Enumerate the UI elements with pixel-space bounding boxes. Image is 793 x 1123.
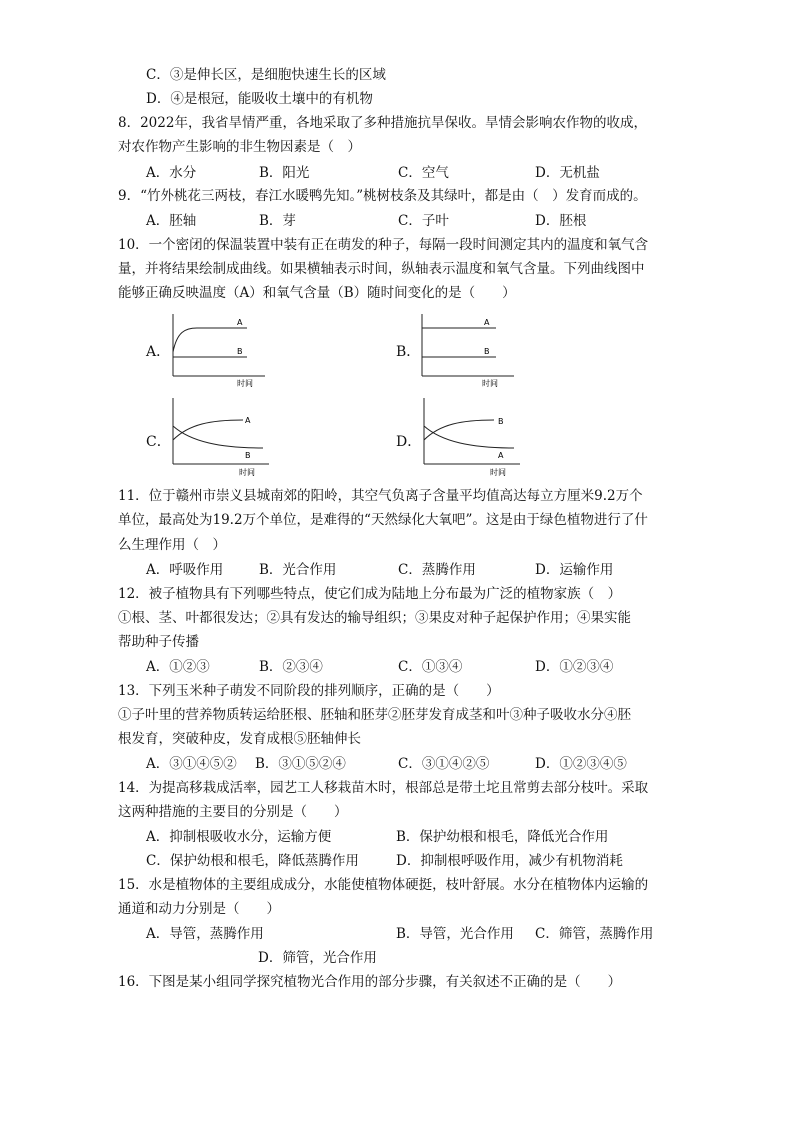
q8-stem-line1: 8．2022年，我省旱情严重，各地采取了多种措施抗旱保收。旱情会影响农作物的收成， [118, 115, 647, 131]
q14-option-b: B．保护幼根和根毛，降低光合作用 [396, 829, 609, 845]
chart-c-series-b: B [245, 451, 251, 460]
q10-chart-d-label: D． [396, 434, 422, 450]
q8-stem-line2: 对农作物产生影响的非生物因素是（ ） [118, 139, 361, 155]
q11-option-b: B．光合作用 [259, 562, 337, 578]
q13-items-line1: ①子叶里的营养物质转运给胚根、胚轴和胚芽②胚芽发育成茎和叶③种子吸收水分④胚 [118, 707, 631, 723]
q10-chart-c [165, 396, 275, 478]
q11-stem-line1: 11．位于赣州市崇义县城南郊的阳岭，其空气负离子含量平均值高达每立方厘米9.2万个 [118, 488, 643, 504]
q11-option-d: D．运输作用 [535, 562, 614, 578]
q7-option-d: D．④是根冠，能吸收土壤中的有机物 [146, 91, 373, 107]
q14-option-d: D．抑制根呼吸作用，减少有机物消耗 [396, 853, 623, 869]
q8-option-d: D．无机盐 [535, 165, 600, 181]
q8-option-b: B．阳光 [259, 165, 310, 181]
q15-option-b: B．导管，光合作用 [396, 926, 514, 942]
q10-stem-line2: 量，并将结果绘制成曲线。如果横轴表示时间，纵轴表示温度和氧气含量。下列曲线图中 [118, 261, 645, 277]
q13-option-a: A．③①④⑤② [146, 756, 237, 772]
q11-stem-line2: 单位，最高处为19.2万个单位，是难得的“天然绿化大氧吧”。这是由于绿色植物进行了什 [118, 512, 648, 528]
q12-items-line2: 帮助种子传播 [118, 634, 199, 650]
chart-d-xlabel: 时间 [490, 468, 506, 477]
q12-items-line1: ①根、茎、叶都很发达；②具有发达的输导组织；③果皮对种子起保护作用；④果实能 [118, 610, 631, 626]
q14-stem-line1: 14．为提高移栽成活率，园艺工人移栽苗木时，根部总是带土坨且常剪去部分枝叶。采取 [118, 780, 649, 796]
q13-stem: 13．下列玉米种子萌发不同阶段的排列顺序，正确的是（ ） [118, 683, 500, 699]
chart-d-series-a: A [498, 451, 504, 460]
q7-option-c: C．③是伸长区，是细胞快速生长的区域 [146, 67, 386, 83]
q11-stem-line3: 么生理作用（ ） [118, 537, 226, 553]
q10-chart-a-label: A． [146, 344, 171, 360]
q8-option-c: C．空气 [398, 165, 449, 181]
q16-stem: 16．下图是某小组同学探究植物光合作用的部分步骤，有关叙述不正确的是（ ） [118, 974, 622, 990]
chart-c-xlabel: 时间 [239, 468, 255, 477]
chart-a-series-b: B [237, 347, 243, 356]
q10-chart-b-label: B． [396, 344, 421, 360]
q15-stem-line2: 通道和动力分别是（ ） [118, 901, 280, 917]
chart-c-series-a: A [245, 416, 251, 425]
q12-option-b: B．②③④ [259, 659, 323, 675]
q9-option-b: B．芽 [259, 213, 296, 229]
q10-stem-line3: 能够正确反映温度（A）和氧气含量（B）随时间变化的是（ ） [118, 285, 516, 301]
q13-option-b: B．③①⑤②④ [255, 756, 346, 772]
q13-option-d: D．①②③④⑤ [535, 756, 627, 772]
q15-option-a: A．导管，蒸腾作用 [146, 926, 264, 942]
q10-chart-d [416, 396, 526, 478]
q12-stem: 12．被子植物具有下列哪些特点，使它们成为陆地上分布最为广泛的植物家族（ ） [118, 586, 622, 602]
q15-stem-line1: 15．水是植物体的主要组成成分，水能使植物体硬挺，枝叶舒展。水分在植物体内运输的 [118, 877, 649, 893]
chart-d-series-b: B [498, 417, 504, 426]
q10-chart-b [414, 312, 519, 390]
chart-a-series-a: A [237, 318, 243, 327]
chart-b-series-a: A [484, 318, 490, 327]
q9-option-a: A．胚轴 [146, 213, 197, 229]
q13-items-line2: 根发育，突破种皮，发育成根⑤胚轴伸长 [118, 731, 361, 747]
q10-stem-line1: 10．一个密闭的保温装置中装有正在萌发的种子，每隔一段时间测定其内的温度和氧气含 [118, 237, 649, 253]
chart-b-xlabel: 时间 [482, 379, 498, 388]
q9-stem: 9．“竹外桃花三两枝，春江水暖鸭先知。”桃树枝条及其绿叶，都是由（ ）发育而成的。 [118, 188, 647, 204]
q12-option-c: C．①③④ [398, 659, 463, 675]
q11-option-a: A．呼吸作用 [146, 562, 224, 578]
q15-option-c: C．筛管，蒸腾作用 [535, 926, 654, 942]
q14-option-a: A．抑制根吸收水分，运输方便 [146, 829, 332, 845]
q10-chart-c-label: C． [146, 434, 171, 450]
q14-stem-line2: 这两种措施的主要目的分别是（ ） [118, 804, 348, 820]
q12-option-a: A．①②③ [146, 659, 210, 675]
q9-option-c: C．子叶 [398, 213, 449, 229]
q8-option-a: A．水分 [146, 165, 197, 181]
q15-option-d: D．筛管，光合作用 [258, 950, 377, 966]
q12-option-d: D．①②③④ [535, 659, 614, 675]
chart-b-series-b: B [484, 347, 490, 356]
q9-option-d: D．胚根 [535, 213, 587, 229]
q11-option-c: C．蒸腾作用 [398, 562, 476, 578]
q14-option-c: C．保护幼根和根毛，降低蒸腾作用 [146, 853, 359, 869]
q13-option-c: C．③①④②⑤ [398, 756, 490, 772]
chart-a-xlabel: 时间 [237, 379, 253, 388]
q10-chart-a [165, 312, 270, 390]
